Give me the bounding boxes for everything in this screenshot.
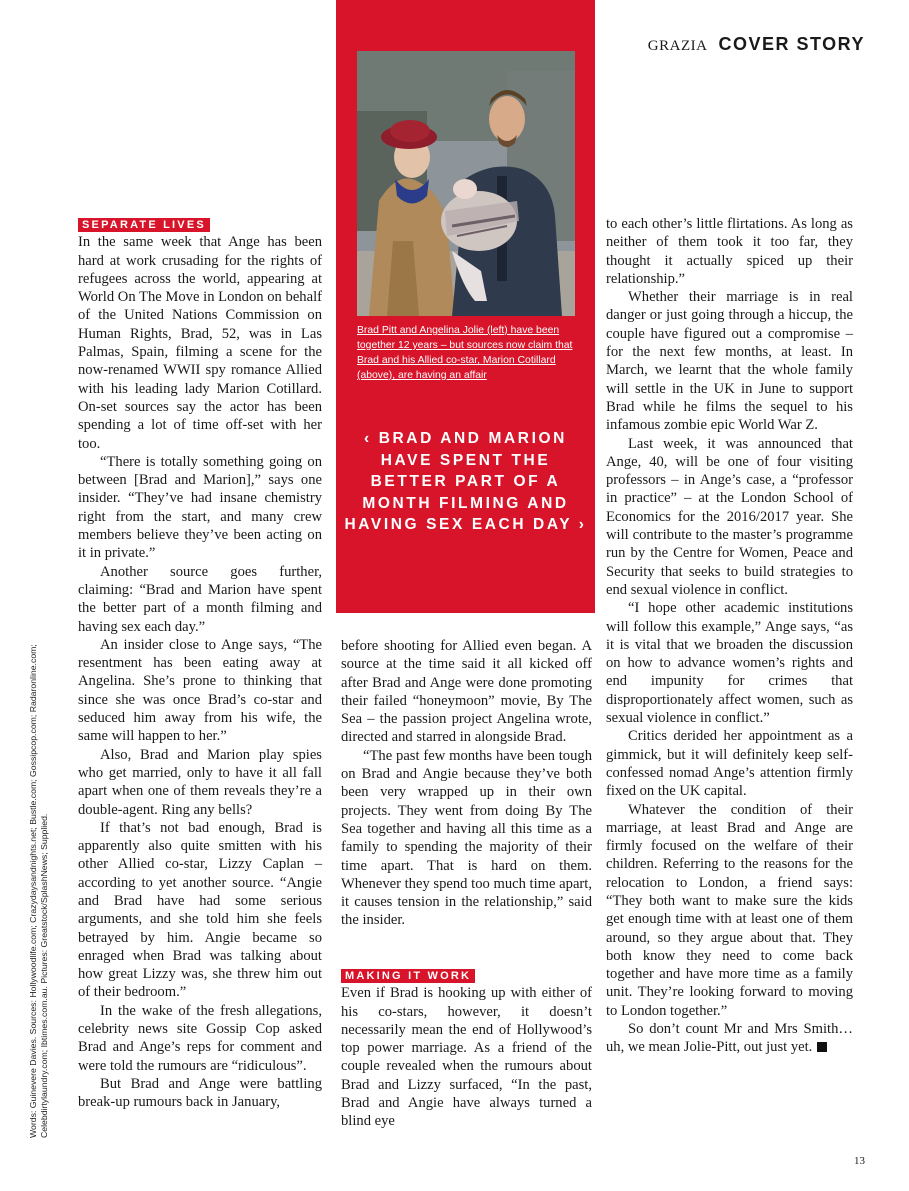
paragraph: Even if Brad is hooking up with either of his co-stars, however, it doesn’t necessarily mean the end of Hollywood’s top power marriage. As a friend of the couple revealed when the rumours about Brad and Lizzy surfaced, “In the past, Brad and Angie have always turned a blind eye bbox=[341, 985, 592, 1130]
paragraph: Whatever the condition of their marriage, at least Brad and Ange are firmly focused on the welfare of their children. Referring to the reasons for the relocation to London, a friend says: “They both want to make sure the kids get enough time with at least one of them around, so they argue about that. They both know they need to come back together and have more time as a family unit. They’re looking forward to moving to London together.” bbox=[606, 801, 853, 1019]
article-column-2-lower bbox=[341, 966, 592, 1131]
article-column-3 bbox=[606, 215, 853, 1057]
paragraph: Critics derided her appointment as a gimmick, but it will definitely keep self-confessed nomad Ange’s attention firmly fixed on the UK capital. bbox=[606, 728, 853, 800]
article-column-2 bbox=[341, 637, 592, 930]
paragraph: In the wake of the fresh allegations, celebrity news site Gossip Cop asked Brad and Ange’s reps for comment and were told the rumours are “ridiculous”. bbox=[78, 1002, 322, 1074]
paragraph: Also, Brad and Marion play spies who get married, only to have it all fall apart when one of them reveals they’re a double-agent. Ring any bells? bbox=[78, 746, 322, 818]
paragraph: “There is totally something going on between [Brad and Marion],” says one insider. “They’ve had insane chemistry right from the start, and many crew members believe they’ve been acting on it in private.” bbox=[78, 453, 322, 562]
photo-credits: Words: Guinevere Davies. Sources: Hollywoodlife.com; Crazydaysandnights.net; Bustle.com; Gossipcop.com; Radaronline.com; Celebdirtylaundry.com; Ibtimes.com.au. Pictures: Greatstock/SplashNews; Supplied. bbox=[28, 644, 49, 1138]
subhead-making-it-work: MAKING IT WORK bbox=[341, 969, 475, 983]
paragraph: An insider close to Ange says, “The resentment has been eating away at Angelina. She’s prone to thinking that since she was once Brad’s co-star and seduced him away from his wife, the same will happen to her.” bbox=[78, 636, 322, 745]
paragraph: But Brad and Ange were battling break-up rumours back in January, bbox=[78, 1075, 322, 1111]
paragraph: Another source goes further, claiming: “Brad and Marion have spent the better part of a month filming and having sex each day.” bbox=[78, 563, 322, 635]
cover-photo bbox=[357, 51, 575, 316]
end-mark-icon bbox=[817, 1042, 827, 1052]
section-title: COVER STORY bbox=[718, 34, 865, 54]
paragraph: “I hope other academic institutions will follow this example,” Ange says, “as it is vital that we broaden the discussion on how to advance women’s rights and end impunity for crimes that disproportionately affect women, such as sexual violence in conflict.” bbox=[606, 600, 853, 727]
paragraph: If that’s not bad enough, Brad is apparently also quite smitten with his other Allied co-star, Lizzy Caplan – according to yet another source. “Angie and Brad have had some serious arguments, and she told him she feels betrayed by him. Angie became so enraged when Brad was talking about how great Lizzy was, she threw him out of their bedroom.” bbox=[78, 819, 322, 1001]
paragraph: In the same week that Ange has been hard at work crusading for the rights of refugees across the world, appearing at World On The Move in London on behalf of the United Nations Commission on Human Rights, Brad, 52, was in Las Palmas, Spain, filming a scene for the now-renamed WWII spy romance Allied with his leading lady Marion Cotillard. On-set sources say the actor has been spending a lot of time off-set with her too. bbox=[78, 234, 322, 452]
paragraph: “The past few months have been tough on Brad and Angie because they’ve both been very wrapped up in their own projects. They went from doing By The Sea together and having all this time as a family to spending the majority of their time apart. That is hard on them. Whenever they spend too much time apart, it causes tension in the relationship,” said the insider. bbox=[341, 747, 592, 929]
paragraph-final bbox=[606, 1020, 853, 1057]
subhead-separate-lives: SEPARATE LIVES bbox=[78, 218, 210, 232]
photo-caption: Brad Pitt and Angelina Jolie (left) have been together 12 years – but sources now claim that Brad and his Allied co-star, Marion Cotillard (above), are having an affair bbox=[357, 325, 573, 381]
paragraph: before shooting for Allied even began. A source at the time said it all kicked off after Brad and Ange were done promoting their failed “honeymoon” movie, By The Sea – the passion project Angelina wrote, directed and starred in alongside Brad. bbox=[341, 638, 592, 746]
article-column-1 bbox=[78, 215, 322, 1112]
paragraph: Whether their marriage is in real danger or just going through a hiccup, the couple have figured out a compromise – for the next few months, at least. In March, we learnt that the whole family will settle in the UK in June to support Brad while he films the sequel to his infamous zombie epic World War Z. bbox=[606, 289, 853, 434]
paragraph: Last week, it was announced that Ange, 40, will be one of four visiting professors – in Ange’s case, a “professor in practice” – at the London School of Economics for the 2016/2017 year. She will contribute to the master’s programme run by the Centre for Women, Peace and Security that seeks to build strategies to end sexual violence in conflict. bbox=[606, 435, 853, 598]
page-header bbox=[648, 34, 865, 55]
page-number: 13 bbox=[854, 1155, 865, 1167]
feature-panel bbox=[336, 0, 595, 613]
photo-illustration bbox=[357, 51, 575, 316]
pull-quote: ‹ BRAD AND MARION HAVE SPENT THE BETTER PART OF A MONTH FILMING AND HAVING SEX EACH DAY › bbox=[344, 430, 587, 533]
magazine-brand: GRAZIA bbox=[647, 38, 708, 54]
paragraph: to each other’s little flirtations. As long as neither of them took it too far, they thought it actually spiced up their relationship.” bbox=[606, 216, 853, 287]
closing-text: So don’t count Mr and Mrs Smith… uh, we mean Jolie-Pitt, out just yet. bbox=[606, 1021, 853, 1056]
